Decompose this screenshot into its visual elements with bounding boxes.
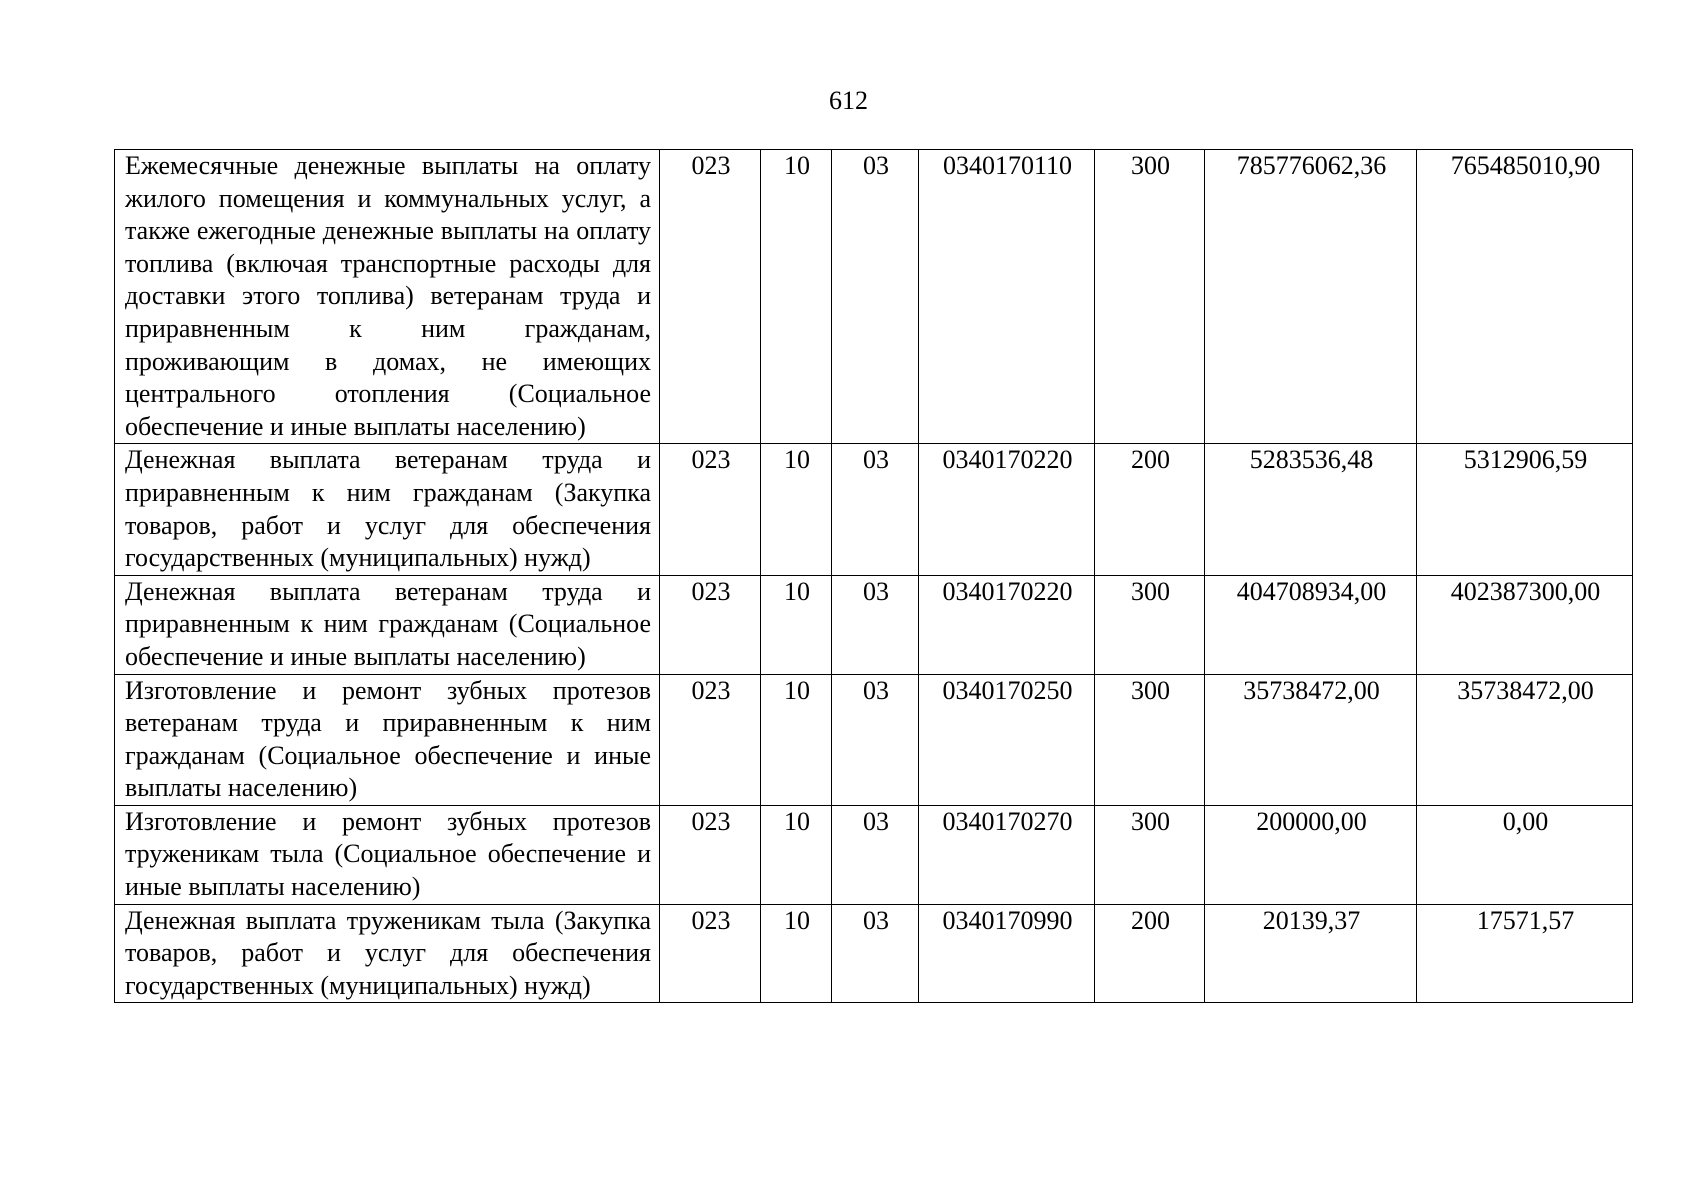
expense-name-cell: Ежемесячные денежные выплаты на оплату жилого помещения и коммунальных услуг, а также ежегодные денежные выплаты на оплату топлива (включая транспортные расходы для доставки этого топлива) ветеранам труда и приравненным к ним гражданам, проживающим в домах, не имеющих центрального отопления (Социальное обеспечение и иные выплаты населению) xyxy=(115,150,660,444)
amount-year2-cell: 0,00 xyxy=(1417,805,1633,904)
section-code-cell: 10 xyxy=(761,805,832,904)
section-code-cell: 10 xyxy=(761,904,832,1003)
table-row xyxy=(115,150,1633,444)
target-article-cell: 0340170250 xyxy=(919,674,1095,805)
expense-type-cell: 300 xyxy=(1095,575,1205,674)
subsection-code-cell: 03 xyxy=(832,150,919,444)
expense-type-cell: 300 xyxy=(1095,674,1205,805)
section-code-cell: 10 xyxy=(761,444,832,575)
amount-year1-cell: 200000,00 xyxy=(1205,805,1417,904)
table-row xyxy=(115,444,1633,575)
expense-type-cell: 300 xyxy=(1095,150,1205,444)
grbs-code-cell: 023 xyxy=(660,150,761,444)
target-article-cell: 0340170990 xyxy=(919,904,1095,1003)
subsection-code-cell: 03 xyxy=(832,444,919,575)
expense-name-cell: Денежная выплата труженикам тыла (Закупка товаров, работ и услуг для обеспечения государственных (муниципальных) нужд) xyxy=(115,904,660,1003)
table-row xyxy=(115,904,1633,1003)
subsection-code-cell: 03 xyxy=(832,904,919,1003)
table-row xyxy=(115,805,1633,904)
subsection-code-cell: 03 xyxy=(832,575,919,674)
section-code-cell: 10 xyxy=(761,575,832,674)
section-code-cell: 10 xyxy=(761,150,832,444)
amount-year1-cell: 20139,37 xyxy=(1205,904,1417,1003)
section-code-cell: 10 xyxy=(761,674,832,805)
table-row xyxy=(115,575,1633,674)
expense-name-cell: Изготовление и ремонт зубных протезов ветеранам труда и приравненным к ним гражданам (Социальное обеспечение и иные выплаты населению) xyxy=(115,674,660,805)
expense-type-cell: 200 xyxy=(1095,444,1205,575)
target-article-cell: 0340170110 xyxy=(919,150,1095,444)
expense-name-cell: Изготовление и ремонт зубных протезов труженикам тыла (Социальное обеспечение и иные выплаты населению) xyxy=(115,805,660,904)
amount-year1-cell: 35738472,00 xyxy=(1205,674,1417,805)
amount-year2-cell: 402387300,00 xyxy=(1417,575,1633,674)
grbs-code-cell: 023 xyxy=(660,674,761,805)
grbs-code-cell: 023 xyxy=(660,805,761,904)
subsection-code-cell: 03 xyxy=(832,674,919,805)
expense-type-cell: 300 xyxy=(1095,805,1205,904)
grbs-code-cell: 023 xyxy=(660,575,761,674)
amount-year2-cell: 5312906,59 xyxy=(1417,444,1633,575)
target-article-cell: 0340170220 xyxy=(919,444,1095,575)
subsection-code-cell: 03 xyxy=(832,805,919,904)
amount-year1-cell: 785776062,36 xyxy=(1205,150,1417,444)
amount-year2-cell: 765485010,90 xyxy=(1417,150,1633,444)
page-number: 612 xyxy=(829,86,868,115)
amount-year1-cell: 5283536,48 xyxy=(1205,444,1417,575)
target-article-cell: 0340170220 xyxy=(919,575,1095,674)
expense-name-cell: Денежная выплата ветеранам труда и приравненным к ним гражданам (Закупка товаров, работ и услуг для обеспечения государственных (муниципальных) нужд) xyxy=(115,444,660,575)
budget-table xyxy=(114,149,1633,1003)
grbs-code-cell: 023 xyxy=(660,444,761,575)
target-article-cell: 0340170270 xyxy=(919,805,1095,904)
expense-type-cell: 200 xyxy=(1095,904,1205,1003)
amount-year2-cell: 17571,57 xyxy=(1417,904,1633,1003)
table-row xyxy=(115,674,1633,805)
expense-name-cell: Денежная выплата ветеранам труда и приравненным к ним гражданам (Социальное обеспечение и иные выплаты населению) xyxy=(115,575,660,674)
amount-year2-cell: 35738472,00 xyxy=(1417,674,1633,805)
amount-year1-cell: 404708934,00 xyxy=(1205,575,1417,674)
grbs-code-cell: 023 xyxy=(660,904,761,1003)
